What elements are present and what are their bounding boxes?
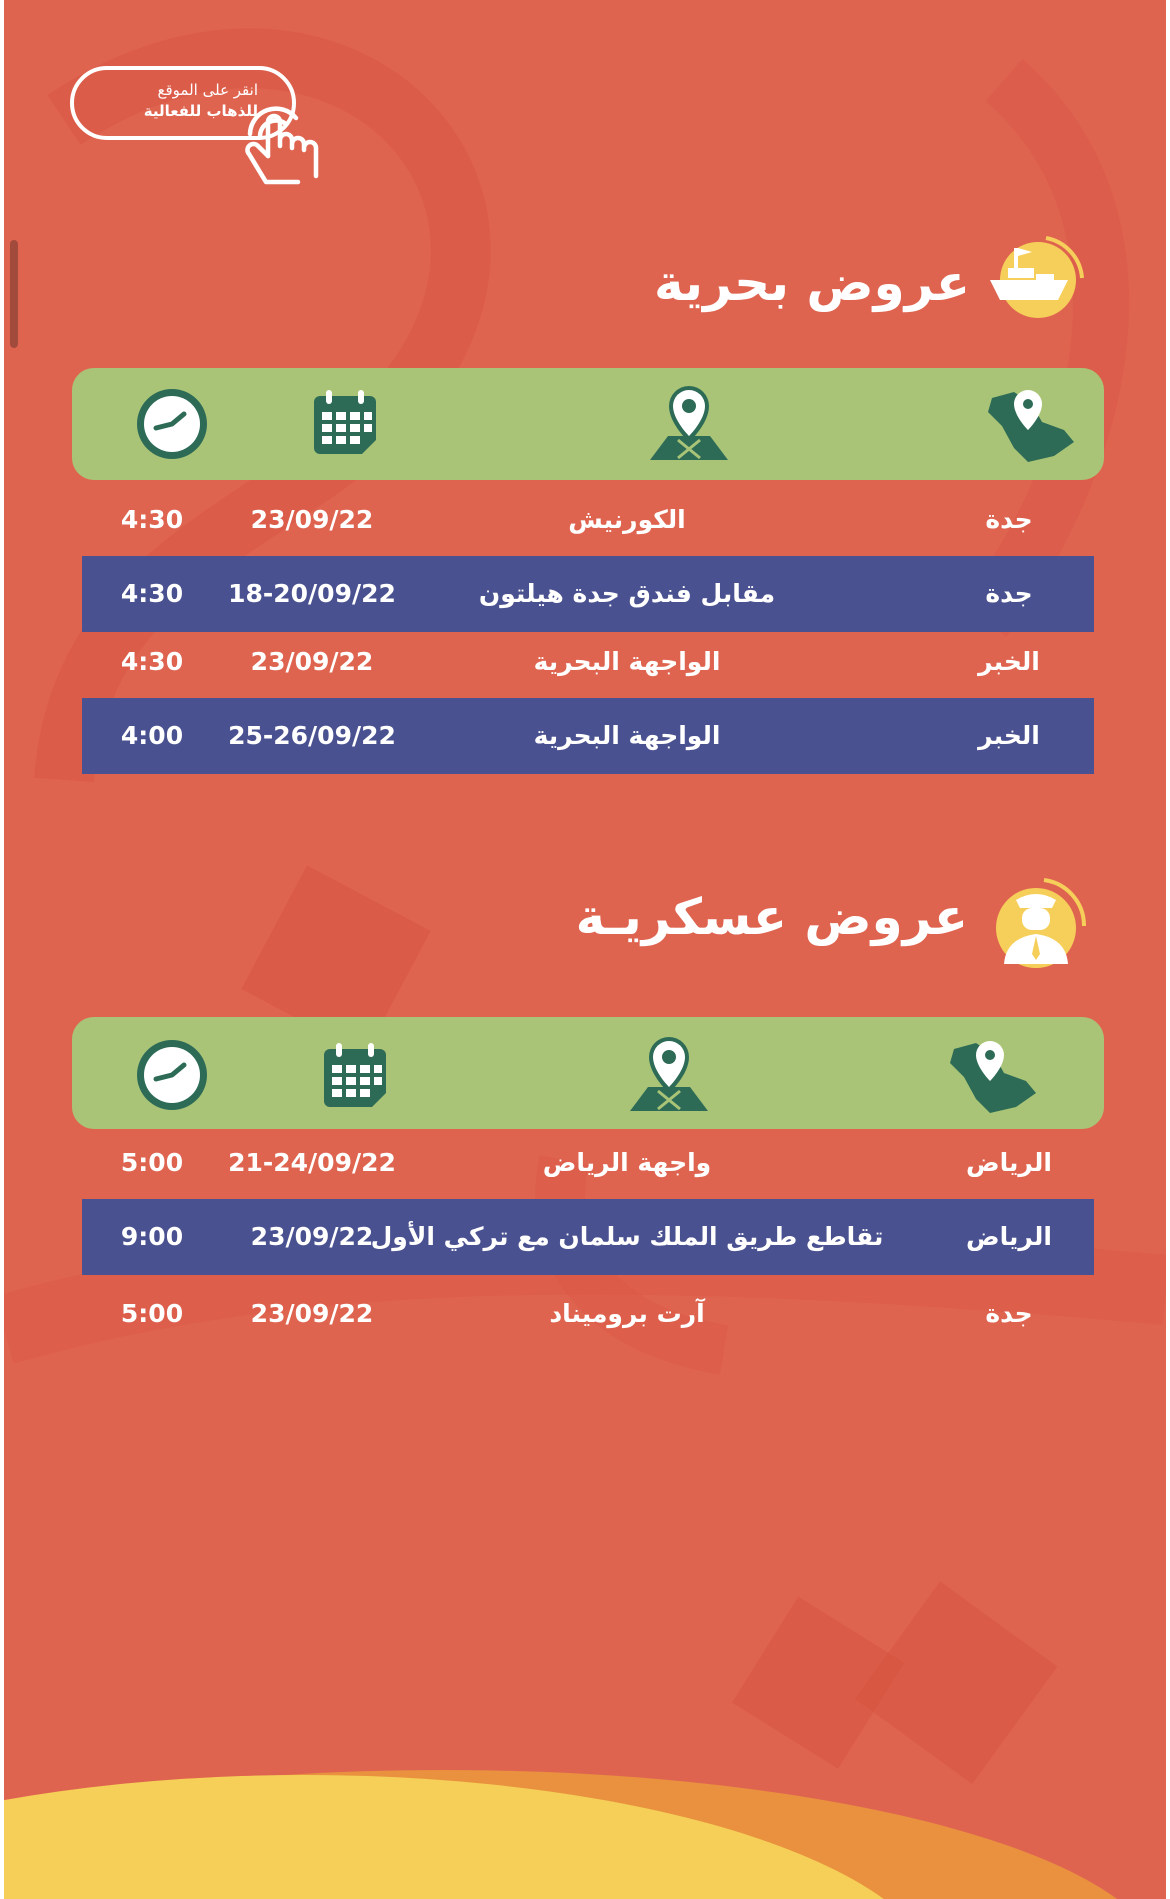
table-row[interactable] — [82, 624, 1094, 700]
table-row[interactable] — [82, 1125, 1094, 1201]
time-cell: 4:30 — [120, 505, 184, 534]
clock-icon — [134, 386, 210, 462]
date-cell: 25-26/09/22 — [228, 721, 396, 750]
date-cell: 23/09/22 — [250, 647, 374, 676]
ship-icon — [978, 230, 1086, 326]
city-cell: جدة — [985, 1299, 1033, 1328]
naval-section-title: عروض بحرية — [653, 254, 970, 312]
city-cell: الخبر — [978, 721, 1040, 750]
cta-line-2: للذهاب للفعالية — [143, 102, 258, 120]
calendar-icon — [322, 1041, 390, 1111]
place-cell: مقابل فندق جدة هيلتون — [478, 579, 776, 608]
saudi-map-pin-icon — [984, 386, 1078, 464]
city-cell: الخبر — [978, 647, 1040, 676]
city-cell: جدة — [985, 579, 1033, 608]
date-cell: 18-20/09/22 — [228, 579, 396, 608]
page — [4, 0, 1166, 1899]
city-cell: الرياض — [966, 1222, 1052, 1251]
time-cell: 4:00 — [120, 721, 184, 750]
cta-line-1: انقر على الموقع — [157, 81, 258, 99]
military-icon-header — [72, 1017, 1104, 1129]
table-row[interactable] — [82, 698, 1094, 774]
date-cell: 21-24/09/22 — [228, 1148, 396, 1177]
date-cell: 23/09/22 — [250, 505, 374, 534]
place-cell: واجهة الرياض — [542, 1148, 712, 1177]
location-pin-icon — [648, 384, 730, 464]
soldier-icon — [984, 870, 1090, 976]
saudi-map-pin-icon — [946, 1037, 1040, 1115]
calendar-icon — [312, 388, 380, 458]
cta-text — [70, 80, 258, 122]
scrollbar[interactable] — [10, 240, 18, 348]
date-cell: 23/09/22 — [250, 1222, 374, 1251]
go-to-event-button[interactable] — [70, 64, 326, 188]
date-cell: 23/09/22 — [250, 1299, 374, 1328]
naval-icon-header — [72, 368, 1104, 480]
place-cell: الكورنيش — [568, 505, 686, 534]
military-section-title: عروض عسكريـة — [575, 888, 968, 946]
city-cell: جدة — [985, 505, 1033, 534]
time-cell: 9:00 — [120, 1222, 184, 1251]
location-pin-icon — [628, 1035, 710, 1115]
clock-icon — [134, 1037, 210, 1113]
place-cell: الواجهة البحرية — [533, 721, 721, 750]
time-cell: 4:30 — [120, 579, 184, 608]
place-cell: الواجهة البحرية — [533, 647, 721, 676]
hand-tap-icon — [238, 94, 328, 188]
place-cell: تقاطع طريق الملك سلمان مع تركي الأول — [370, 1222, 884, 1251]
table-row[interactable] — [82, 1276, 1094, 1352]
time-cell: 5:00 — [120, 1148, 184, 1177]
city-cell: الرياض — [966, 1148, 1052, 1177]
table-row[interactable] — [82, 556, 1094, 632]
time-cell: 4:30 — [120, 647, 184, 676]
table-row[interactable] — [82, 1199, 1094, 1275]
table-row[interactable] — [82, 482, 1094, 558]
place-cell: آرت بروميناد — [549, 1299, 705, 1328]
time-cell: 5:00 — [120, 1299, 184, 1328]
